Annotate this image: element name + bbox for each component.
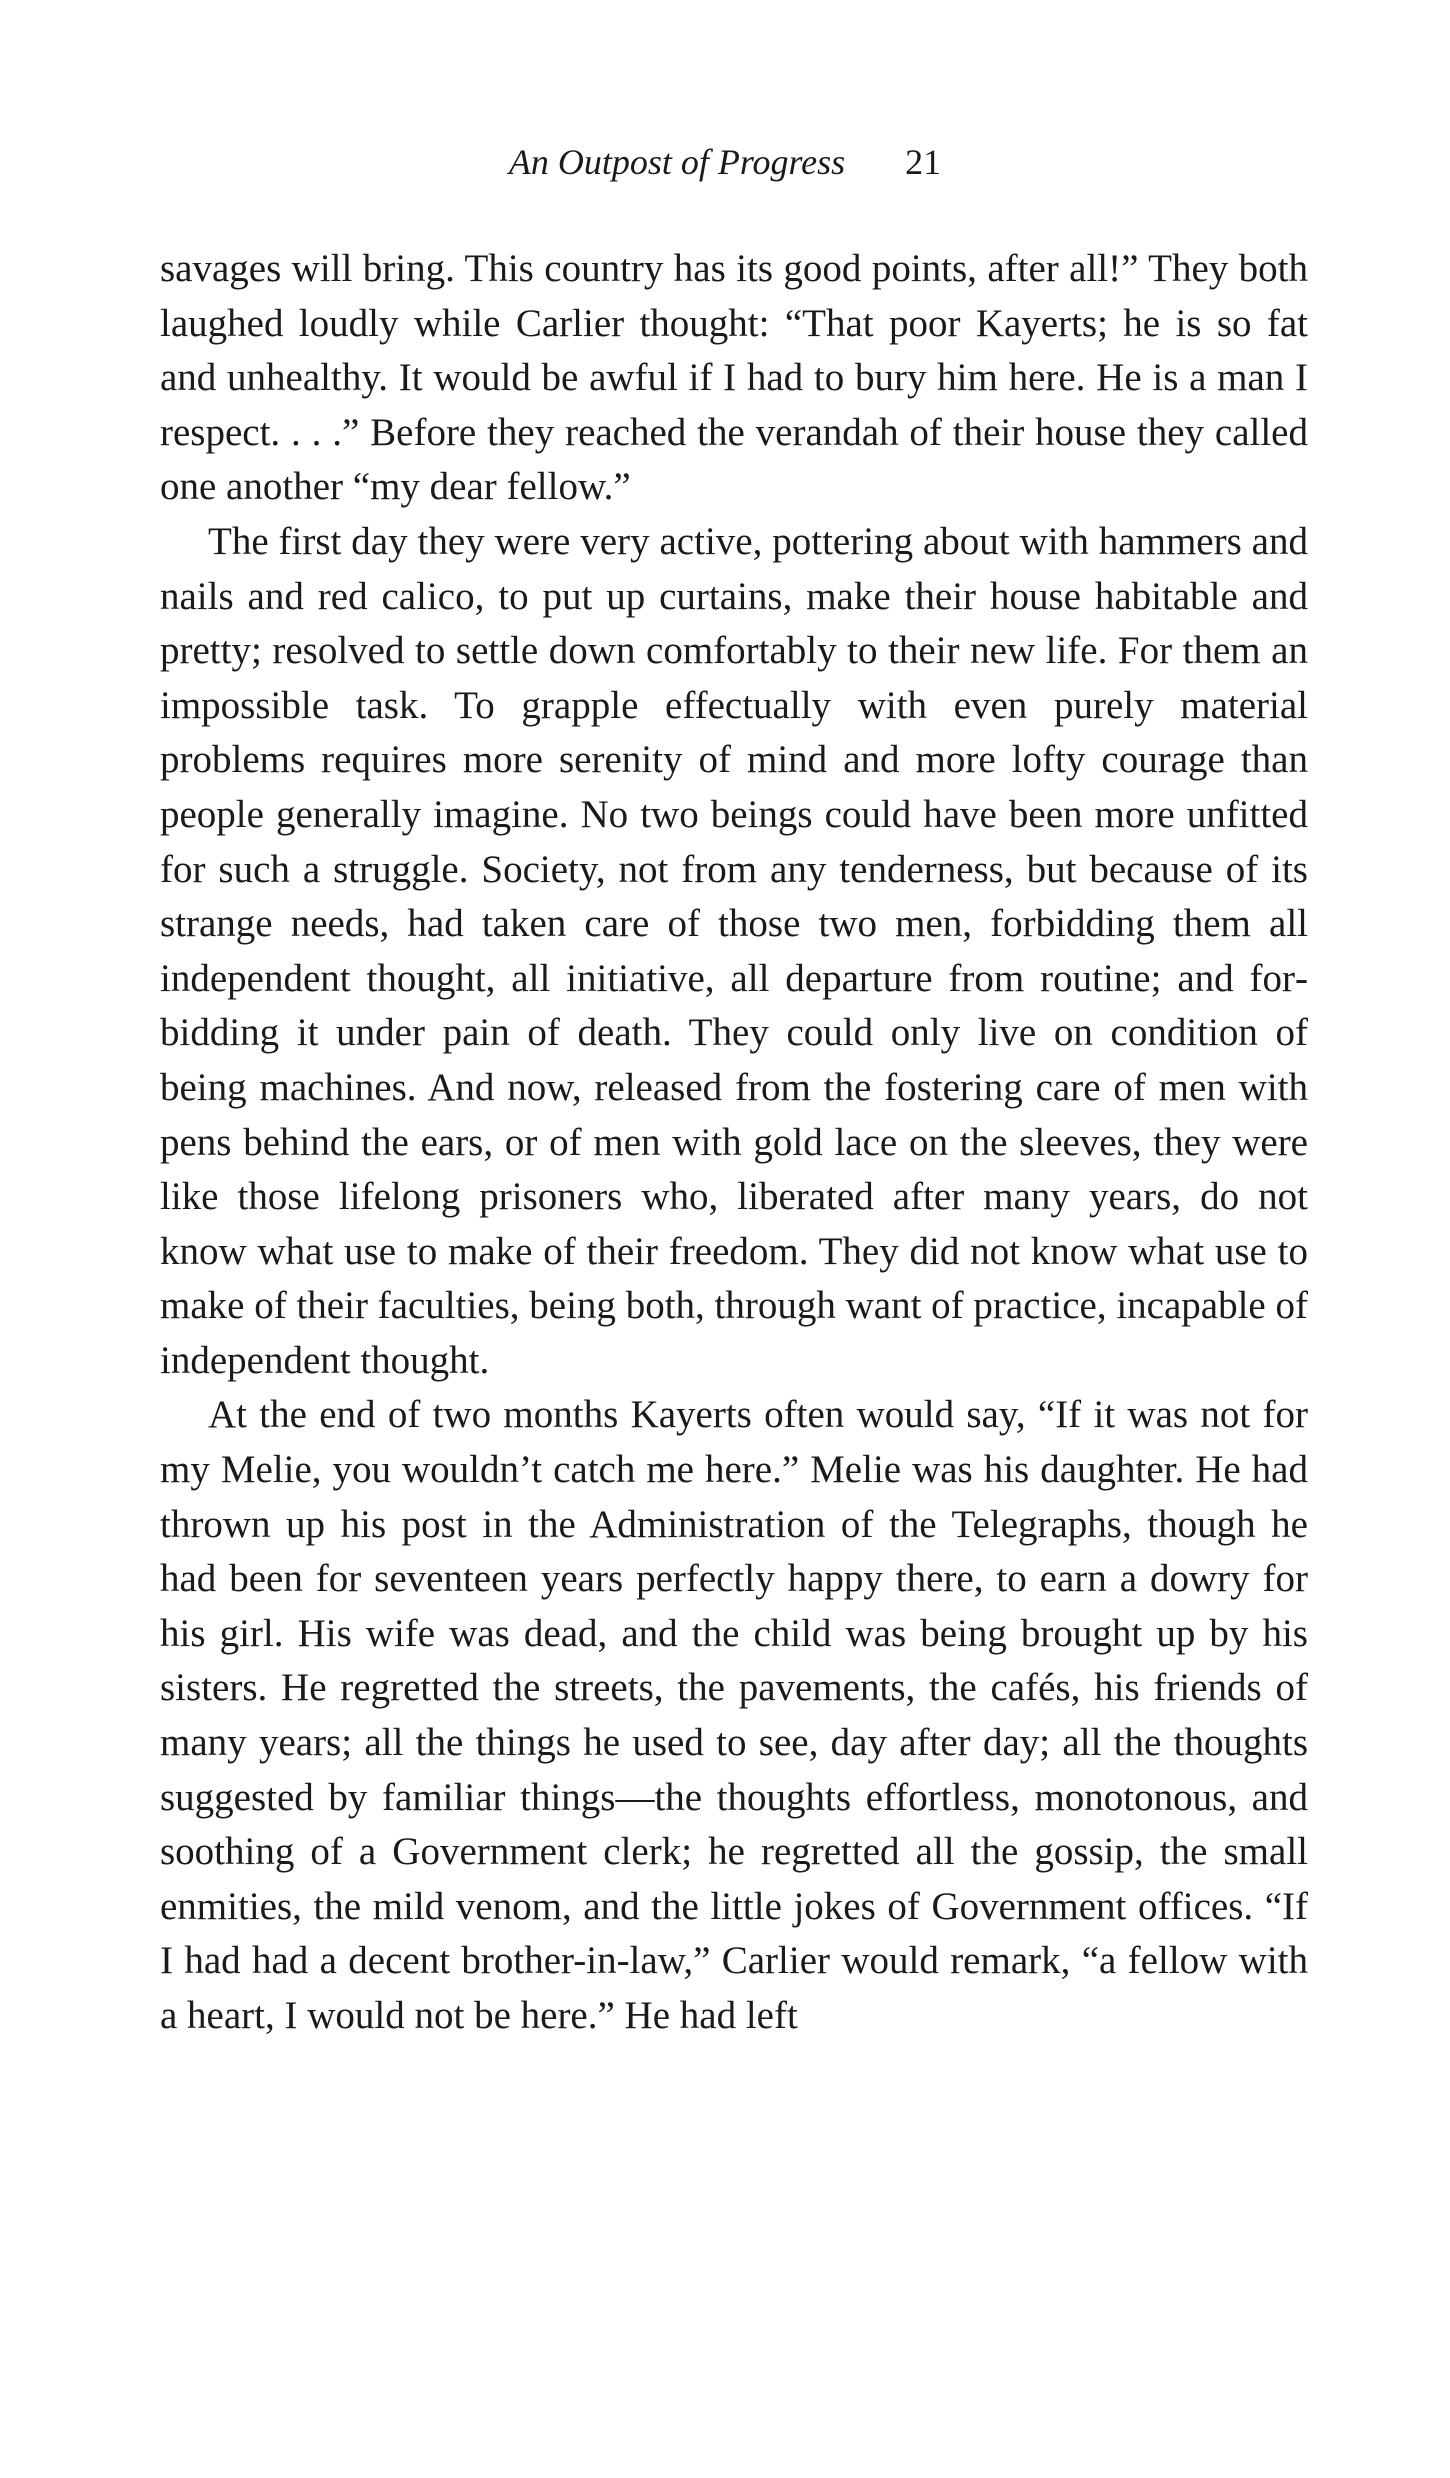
running-head bbox=[0, 140, 1450, 184]
paragraph-continued: savages will bring. This country has its good points, after all!” They both laughed loudly while Carlier thought: “That poor Kayerts; he is so fat and unhealthy. It would be awful if I had to bury him here. He is a man I respect. . . .” Before they reached the verandah of their house they called one another “my dear fellow.” bbox=[160, 247, 1308, 509]
page-number: 21 bbox=[905, 142, 942, 182]
paragraph: The first day they were very active, pottering about with hammers and nails and red calico, to put up curtains, make their house habitable and pretty; resolved to settle down comfortably to their new life. For them an impossible task. To grapple effectually with even purely material problems requires more serenity of mind and more lofty courage than people generally imagine. No two beings could have been more unfitted for such a struggle. Society, not from any tenderness, but because of its strange needs, had taken care of those two men, forbidding them all independent thought, all initiative, all departure from routine; and forbidding it under pain of death. They could only live on condition of being machines. And now, released from the fostering care of men with pens behind the ears, or of men with gold lace on the sleeves, they were like those lifelong prisoners who, liberated after many years, do not know what use to make of their freedom. They did not know what use to make of their faculties, being both, through want of practice, incapable of independent thought. bbox=[160, 519, 1308, 1382]
running-title: An Outpost of Progress bbox=[508, 142, 846, 182]
body-text bbox=[160, 242, 1308, 2044]
paragraph: At the end of two months Kayerts often would say, “If it was not for my Melie, you wouldn’t catch me here.” Melie was his daughter. He had thrown up his post in the Administration of the Telegraphs, though he had been for seventeen years perfectly happy there, to earn a dowry for his girl. His wife was dead, and the child was being brought up by his sisters. He regretted the streets, the pavements, the cafés, his friends of many years; all the things he used to see, day after day; all the thoughts suggested by familiar things—the thoughts effortless, monotonous, and soothing of a Government clerk; he regretted all the gossip, the small enmities, the mild venom, and the little jokes of Government offices. “If I had had a decent brother-in-law,” Carlier would remark, “a fellow with a heart, I would not be here.” He had left bbox=[160, 1393, 1308, 2037]
